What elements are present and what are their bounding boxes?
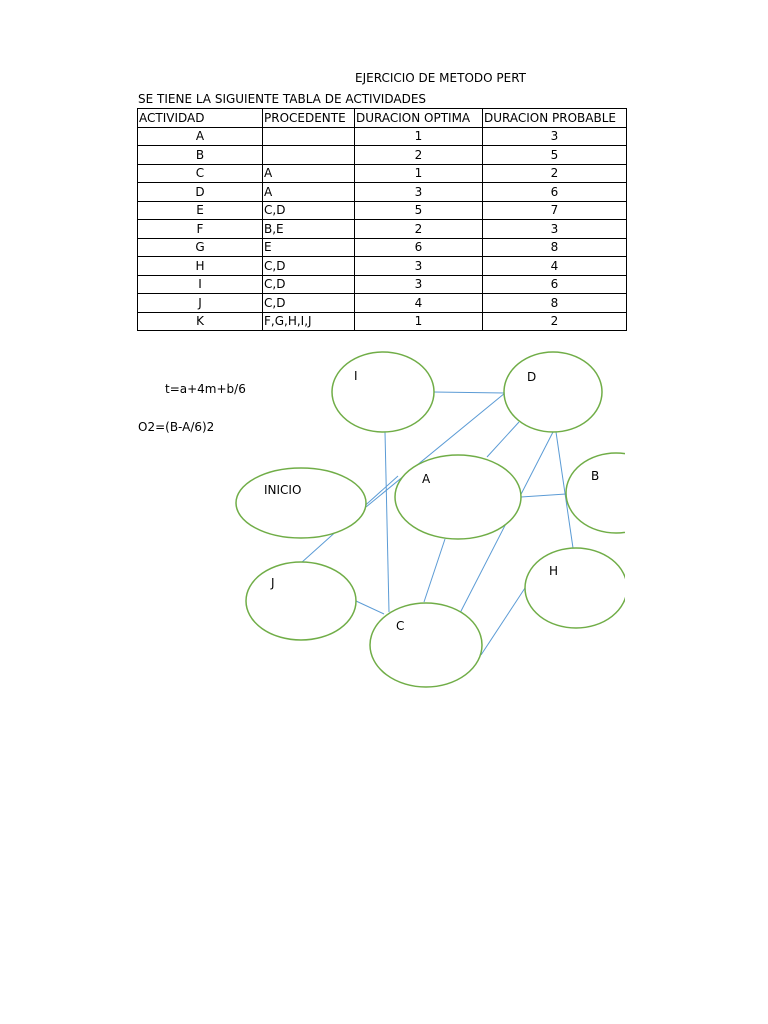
cell-optima: 3: [355, 183, 483, 202]
edge-h-c: [481, 588, 525, 655]
cell-procedente: C,D: [263, 201, 355, 220]
cell-actividad: F: [138, 220, 263, 239]
edge-j-c: [356, 601, 384, 614]
page-title: EJERCICIO DE METODO PERT: [355, 71, 526, 85]
cell-probable: 6: [483, 183, 627, 202]
node-label-i: I: [354, 369, 358, 383]
cell-probable: 7: [483, 201, 627, 220]
cell-probable: 3: [483, 220, 627, 239]
cell-optima: 6: [355, 238, 483, 257]
cell-actividad: J: [138, 294, 263, 313]
node-label-j: J: [271, 576, 275, 590]
cell-actividad: H: [138, 257, 263, 276]
header-duracion-optima: DURACION OPTIMA: [355, 109, 483, 128]
node-label-h: H: [549, 564, 559, 578]
node-label-b: B: [591, 469, 600, 483]
cell-procedente: B,E: [263, 220, 355, 239]
cell-actividad: K: [138, 312, 263, 331]
header-duracion-probable: DURACION PROBABLE: [483, 109, 627, 128]
formula-expected-time: t=a+4m+b/6: [165, 382, 246, 396]
edge-i-d: [433, 392, 505, 393]
cell-optima: 3: [355, 275, 483, 294]
node-a: [395, 455, 521, 539]
cell-actividad: A: [138, 127, 263, 146]
edge-i-c: [385, 432, 389, 612]
cell-probable: 5: [483, 146, 627, 165]
cell-probable: 4: [483, 257, 627, 276]
cell-actividad: I: [138, 275, 263, 294]
node-label-d: D: [527, 370, 537, 384]
cell-procedente: A: [263, 164, 355, 183]
cell-actividad: E: [138, 201, 263, 220]
cell-actividad: D: [138, 183, 263, 202]
cell-actividad: C: [138, 164, 263, 183]
cell-procedente: C,D: [263, 294, 355, 313]
header-actividad: ACTIVIDAD: [138, 109, 263, 128]
cell-procedente: E: [263, 238, 355, 257]
edge-a-b: [521, 494, 566, 497]
header-procedente: PROCEDENTE: [263, 109, 355, 128]
node-d: [504, 352, 602, 432]
cell-procedente: C,D: [263, 275, 355, 294]
cell-actividad: B: [138, 146, 263, 165]
cell-optima: 1: [355, 127, 483, 146]
cell-optima: 1: [355, 164, 483, 183]
node-label-c: C: [396, 619, 405, 633]
cell-probable: 8: [483, 294, 627, 313]
cell-probable: 3: [483, 127, 627, 146]
cell-optima: 1: [355, 312, 483, 331]
cell-optima: 2: [355, 146, 483, 165]
cell-actividad: G: [138, 238, 263, 257]
edge-a-c: [424, 539, 445, 602]
node-i: [332, 352, 434, 432]
cell-procedente: A: [263, 183, 355, 202]
formula-variance: O2=(B-A/6)2: [138, 420, 215, 434]
node-inicio: [236, 468, 366, 538]
node-h: [525, 548, 627, 628]
node-j: [246, 562, 356, 640]
cell-probable: 8: [483, 238, 627, 257]
cell-optima: 4: [355, 294, 483, 313]
node-b: [566, 453, 666, 533]
cell-probable: 6: [483, 275, 627, 294]
node-label-a: A: [422, 472, 431, 486]
cell-probable: 2: [483, 312, 627, 331]
node-c: [370, 603, 482, 687]
cell-optima: 2: [355, 220, 483, 239]
cell-procedente: C,D: [263, 257, 355, 276]
cell-optima: 5: [355, 201, 483, 220]
node-label-inicio: INICIO: [264, 483, 302, 497]
table-caption: SE TIENE LA SIGUIENTE TABLA DE ACTIVIDADES: [138, 92, 427, 106]
edge-d-a: [487, 422, 519, 457]
cell-procedente: F,G,H,I,J: [263, 312, 355, 331]
cell-optima: 3: [355, 257, 483, 276]
cell-probable: 2: [483, 164, 627, 183]
